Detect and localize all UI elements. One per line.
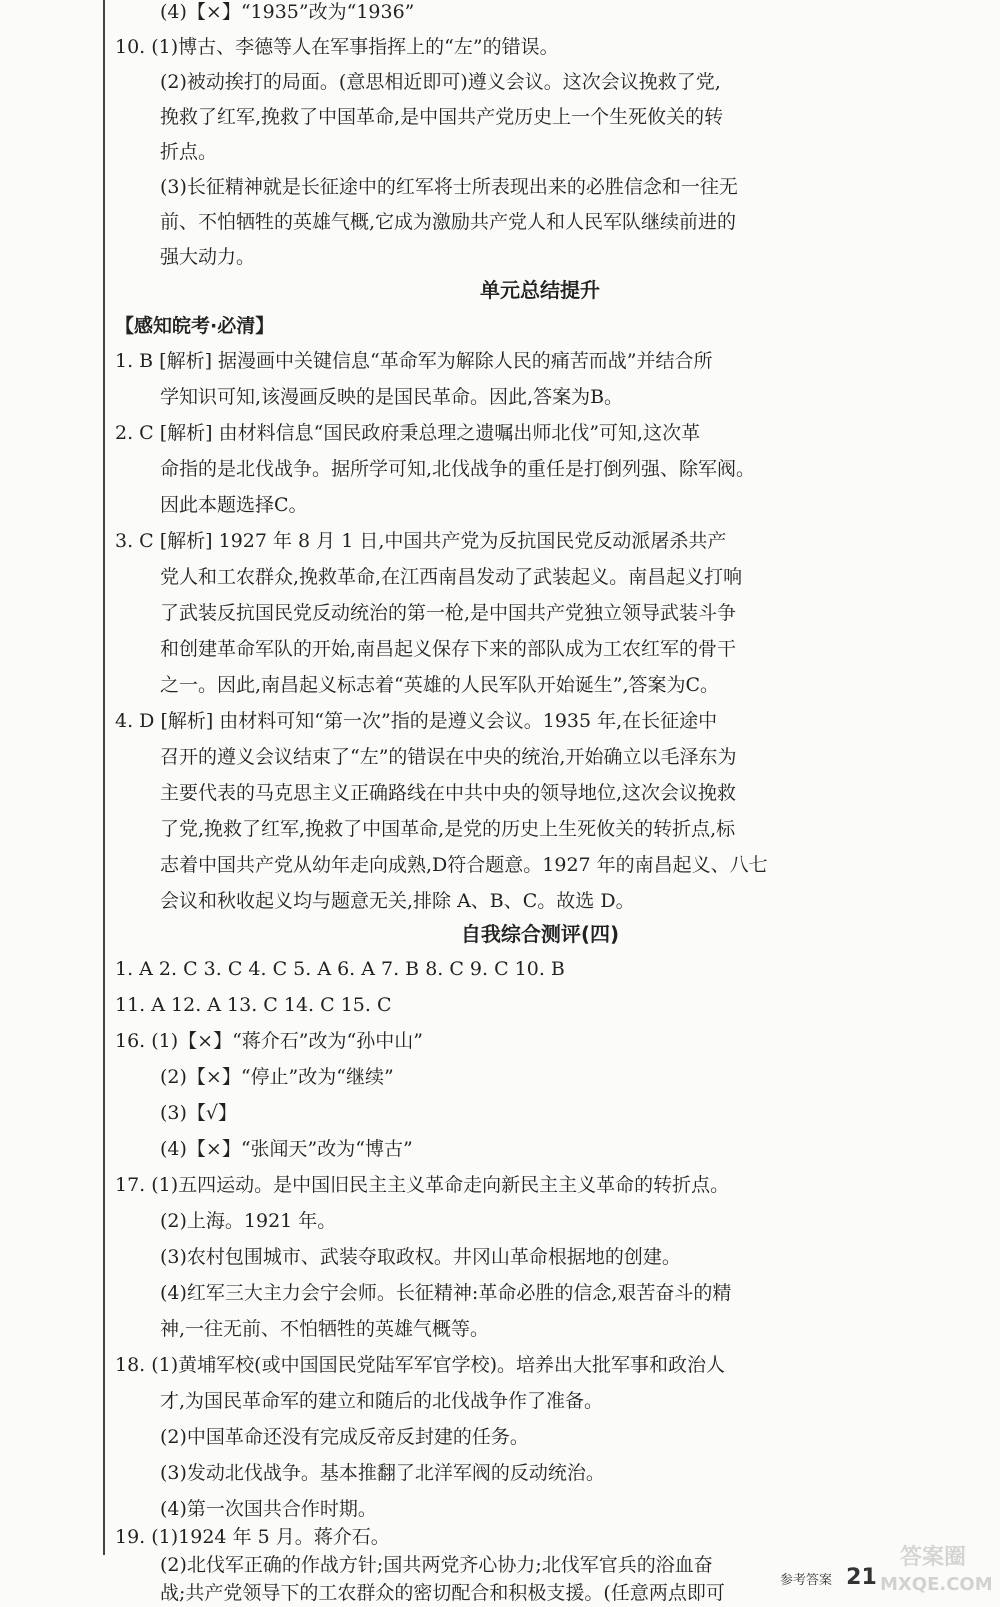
footer-label: 参考答案 — [780, 1573, 833, 1588]
answer-line: (2)中国革命还没有完成反帝反封建的任务。 — [160, 1426, 529, 1448]
answer-line: (2)【×】“停止”改为“继续” — [160, 1066, 394, 1088]
answer-line: 召开的遵义会议结束了“左”的错误在中央的统治,开始确立以毛泽东为 — [160, 746, 737, 768]
answer-line: (4)【×】“1935”改为“1936” — [160, 1, 415, 23]
answer-line: (4)第一次国共合作时期。 — [160, 1498, 377, 1520]
answer-line: 命指的是北伐战争。据所学可知,北伐战争的重任是打倒列强、除军阀。 — [160, 458, 756, 480]
page-footer — [780, 1565, 877, 1590]
answer-line: (2)上海。1921 年。 — [160, 1210, 337, 1232]
answer-line: 挽救了红军,挽救了中国革命,是中国共产党历史上一个生死攸关的转 — [160, 106, 724, 128]
answer-line: 主要代表的马克思主义正确路线在中共中央的领导地位,这次会议挽救 — [160, 782, 737, 804]
answer-line: 2. C [解析] 由材料信息“国民政府秉总理之遗嘱出师北伐”可知,这次革 — [115, 422, 701, 444]
answer-line: 1. A 2. C 3. C 4. C 5. A 6. A 7. B 8. C 9. C 10. B — [115, 958, 565, 980]
page-number: 21 — [846, 1565, 877, 1590]
watermark-logo: 答案圈 — [900, 1545, 967, 1570]
answer-line: 17. (1)五四运动。是中国旧民主主义革命走向新民主主义革命的转折点。 — [115, 1174, 730, 1196]
answer-line: (4)【×】“张闻天”改为“博古” — [160, 1138, 413, 1160]
watermark-url: MXQE.COM — [880, 1574, 993, 1595]
answer-line: 折点。 — [160, 141, 218, 163]
answer-line: 了党,挽救了红军,挽救了中国革命,是党的历史上生死攸关的转折点,标 — [160, 818, 736, 840]
margin-rule — [103, 0, 105, 1555]
answer-line: 1. B [解析] 据漫画中关键信息“革命军为解除人民的痛苦而战”并结合所 — [115, 350, 713, 372]
answer-line: 4. D [解析] 由材料可知“第一次”指的是遵义会议。1935 年,在长征途中 — [115, 710, 718, 732]
answer-line: 3. C [解析] 1927 年 8 月 1 日,中国共产党为反抗国民党反动派屠杀共产 — [115, 530, 727, 552]
answer-line: 19. (1)1924 年 5 月。蒋介石。 — [115, 1526, 390, 1548]
answer-line: 18. (1)黄埔军校(或中国国民党陆军军官学校)。培养出大批军事和政治人 — [115, 1354, 725, 1376]
answer-line: 神,一往无前、不怕牺牲的英雄气概等。 — [160, 1318, 490, 1340]
answer-line: 10. (1)博古、李德等人在军事指挥上的“左”的错误。 — [115, 36, 559, 58]
answer-line: (4)红军三大主力会宁会师。长征精神:革命必胜的信念,艰苦奋斗的精 — [160, 1282, 732, 1304]
answer-line: 了武装反抗国民党反动统治的第一枪,是中国共产党独立领导武装斗争 — [160, 602, 737, 624]
answer-line: 学知识可知,该漫画反映的是国民革命。因此,答案为B。 — [160, 386, 624, 408]
answer-line: 之一。因此,南昌起义标志着“英雄的人民军队开始诞生”,答案为C。 — [160, 674, 720, 696]
answer-line: 强大动力。 — [160, 246, 256, 268]
answer-line: 才,为国民革命军的建立和随后的北伐战争作了准备。 — [160, 1390, 604, 1412]
answer-line: 和创建革命军队的开始,南昌起义保存下来的部队成为工农红军的骨干 — [160, 638, 737, 660]
answer-line: (3)农村包围城市、武装夺取政权。井冈山革命根据地的创建。 — [160, 1246, 681, 1268]
section-tag: 【感知皖考·必清】 — [115, 315, 275, 337]
answer-line: 16. (1)【×】“蒋介石”改为“孙中山” — [115, 1030, 423, 1052]
answer-line: 11. A 12. A 13. C 14. C 15. C — [115, 994, 392, 1016]
answer-line: 党人和工农群众,挽救革命,在江西南昌发动了武装起义。南昌起义打响 — [160, 566, 743, 588]
answer-line: (3)发动北伐战争。基本推翻了北洋军阀的反动统治。 — [160, 1462, 605, 1484]
answer-line: 志着中国共产党从幼年走向成熟,D符合题意。1927 年的南昌起义、八七 — [160, 854, 768, 876]
answer-line: 会议和秋收起义均与题意无关,排除 A、B、C。故选 D。 — [160, 890, 635, 912]
answer-line: 战;共产党领导下的工农群众的密切配合和积极支援。(任意两点即可 — [160, 1582, 725, 1604]
answer-line: (3)【√】 — [160, 1102, 238, 1124]
answer-line: (2)被动挨打的局面。(意思相近即可)遵义会议。这次会议挽救了党, — [160, 71, 721, 93]
section-heading: 自我综合测评(四) — [460, 922, 620, 946]
section-heading: 单元总结提升 — [480, 278, 600, 302]
answer-line: 前、不怕牺牲的英雄气概,它成为激励共产党人和人民军队继续前进的 — [160, 211, 737, 233]
answer-line: (3)长征精神就是长征途中的红军将士所表现出来的必胜信念和一往无 — [160, 176, 738, 198]
answer-line: (2)北伐军正确的作战方针;国共两党齐心协力;北伐军官兵的浴血奋 — [160, 1554, 713, 1576]
answer-line: 因此本题选择C。 — [160, 494, 308, 516]
